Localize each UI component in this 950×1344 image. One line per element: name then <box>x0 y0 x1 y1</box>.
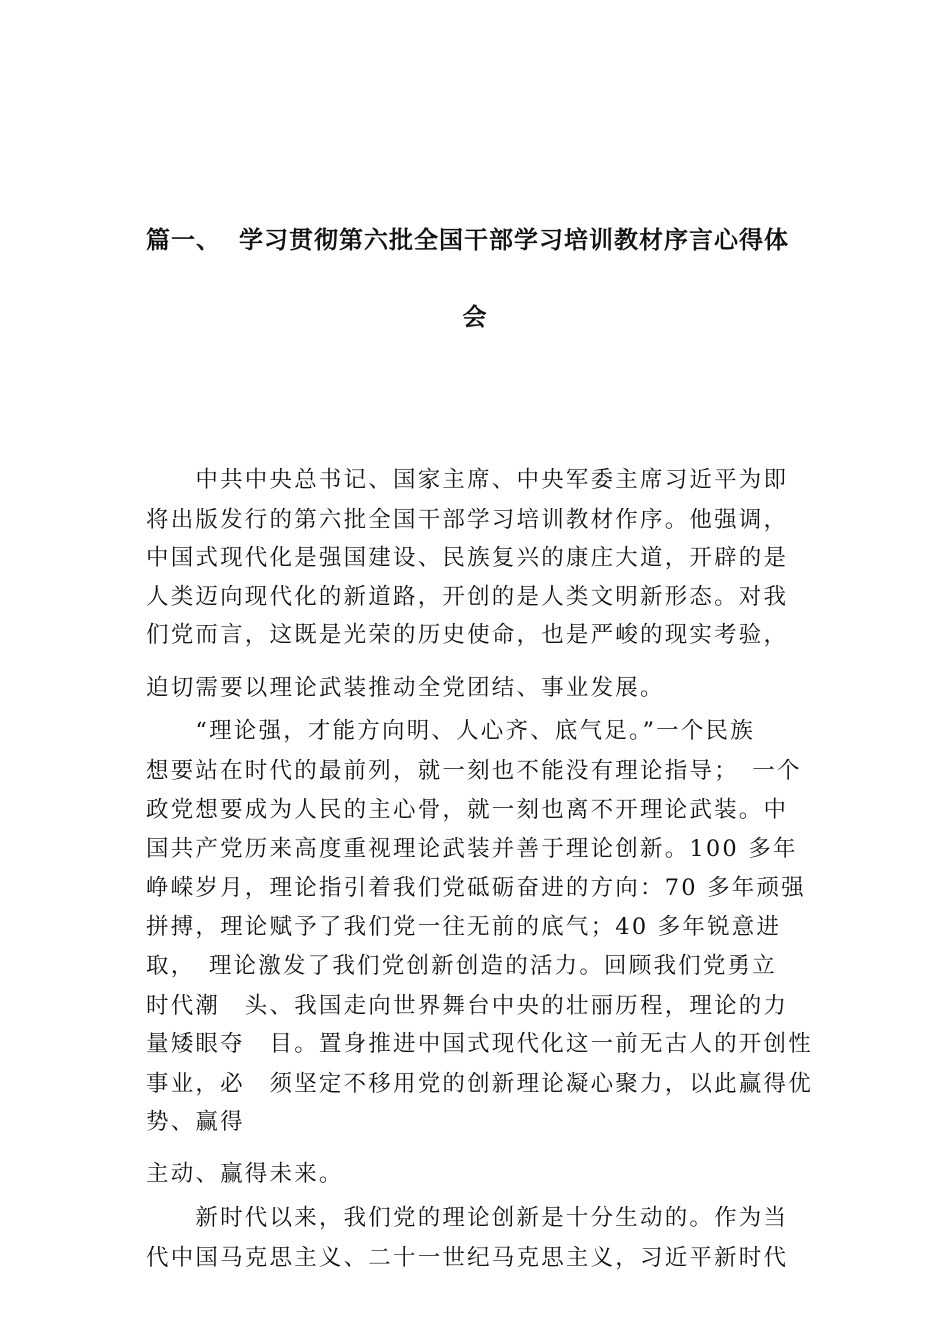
text-line: 时代潮 头、我国走向世界舞台中央的壮丽历程，理论的力 <box>146 993 789 1019</box>
text-line: 国共产党历来高度重视理论武装并善于理论创新。100 多年 <box>146 836 798 862</box>
text-line: 迫切需要以理论武装推动全党团结、事业发展。 <box>146 675 665 701</box>
text-line: 取， 理论激发了我们党创新创造的活力。回顾我们党勇立 <box>146 953 777 979</box>
text-line: 将出版发行的第六批全国干部学习培训教材作序。他强调， <box>146 507 789 533</box>
text-line: “理论强，才能方向明、人心齐、底气足。”一个民族 <box>146 718 755 744</box>
document-title-line-1 <box>146 220 806 255</box>
text-line: 事业，必 须坚定不移用党的创新理论凝心聚力，以此赢得优 <box>146 1071 813 1097</box>
document-title-line-2: 会 <box>462 303 488 331</box>
text-line: 代中国马克思主义、二十一世纪马克思主义，习近平新时代 <box>146 1245 789 1271</box>
text-line: 中共中央总书记、国家主席、中央军委主席习近平为即 <box>146 467 789 493</box>
text-line: 中国式现代化是强国建设、民族复兴的康庄大道，开辟的是 <box>146 545 789 571</box>
text-line: 们党而言，这既是光荣的历史使命，也是严峻的现实考验， <box>146 622 789 648</box>
text-line: 势、赢得 <box>146 1109 245 1135</box>
text-line: 峥嵘岁月，理论指引着我们党砥砺奋进的方向：70 多年顽强 <box>146 875 806 901</box>
text-line: 人类迈向现代化的新道路，开创的是人类文明新形态。对我 <box>146 584 789 610</box>
text-line: 想要站在时代的最前列，就一刻也不能没有理论指导； 一个 <box>146 758 802 784</box>
text-line: 拼搏，理论赋予了我们党一往无前的底气；40 多年锐意进 <box>146 914 782 940</box>
text-line: 量矮眼夺 目。置身推进中国式现代化这一前无古人的开创性 <box>146 1031 813 1057</box>
text-line: 政党想要成为人民的主心骨，就一刻也离不开理论武装。中 <box>146 797 789 823</box>
text-line: 主动、赢得未来。 <box>146 1161 344 1187</box>
title-prefix: 篇一、 <box>146 226 221 254</box>
text-line: 新时代以来，我们党的理论创新是十分生动的。作为当 <box>146 1205 789 1231</box>
title-text: 学习贯彻第六批全国干部学习培训教材序言心得体 <box>239 226 789 254</box>
